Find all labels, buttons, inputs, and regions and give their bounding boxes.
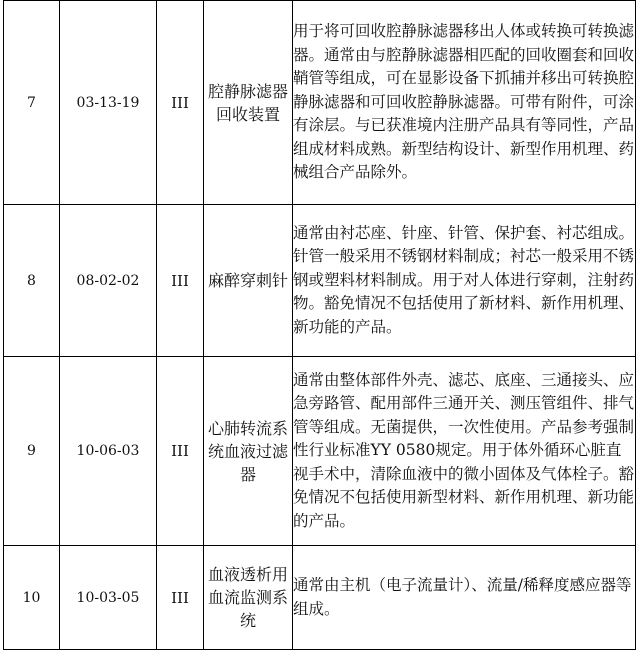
row-number: 10 bbox=[4, 546, 60, 650]
category-code: 10-03-05 bbox=[60, 546, 157, 650]
product-name: 麻醉穿刺针 bbox=[204, 205, 293, 357]
medical-device-table bbox=[3, 0, 636, 650]
product-name: 血液透析用血流监测系统 bbox=[204, 546, 293, 650]
management-class: III bbox=[157, 357, 204, 546]
category-code: 10-06-03 bbox=[60, 357, 157, 546]
row-number: 7 bbox=[4, 1, 60, 205]
row-number: 8 bbox=[4, 205, 60, 357]
product-name: 腔静脉滤器回收装置 bbox=[204, 1, 293, 205]
product-description: 通常由整体部件外壳、滤芯、底座、三通接头、应急旁路管、配用部件三通开关、测压管组件、排气管等组成。无菌提供，一次性使用。产品参考强制性行业标准YY 0580规定。用于体外循环心脏直视手术中，清除血液中的微小固体及气体栓子。豁免情况不包括使用新型材料、新作用机理、新功能的产品。 bbox=[293, 357, 636, 546]
row-number: 9 bbox=[4, 357, 60, 546]
product-description: 用于将可回收腔静脉滤器移出人体或转换可转换滤器。通常由与腔静脉滤器相匹配的回收圈套和回收鞘管等组成，可在显影设备下抓捕并移出可转换腔静脉滤器和可回收腔静脉滤器。可带有附件，可涂有涂层。与已获准境内注册产品具有等同性，产品组成材料成熟。新型结构设计、新型作用机理、药械组合产品除外。 bbox=[293, 1, 636, 205]
table-row bbox=[4, 205, 636, 357]
table-row bbox=[4, 546, 636, 650]
product-description: 通常由衬芯座、针座、针管、保护套、衬芯组成。针管一般采用不锈钢材料制成；衬芯一般采用不锈钢或塑料材料制成。用于对人体进行穿刺，注射药物。豁免情况不包括使用了新材料、新作用机理、新功能的产品。 bbox=[293, 205, 636, 357]
management-class: III bbox=[157, 205, 204, 357]
product-name: 心肺转流系统血液过滤器 bbox=[204, 357, 293, 546]
table-row bbox=[4, 1, 636, 205]
category-code: 08-02-02 bbox=[60, 205, 157, 357]
category-code: 03-13-19 bbox=[60, 1, 157, 205]
table-row bbox=[4, 357, 636, 546]
management-class: III bbox=[157, 546, 204, 650]
product-description: 通常由主机（电子流量计）、流量/稀释度感应器等组成。 bbox=[293, 546, 636, 650]
management-class: III bbox=[157, 1, 204, 205]
